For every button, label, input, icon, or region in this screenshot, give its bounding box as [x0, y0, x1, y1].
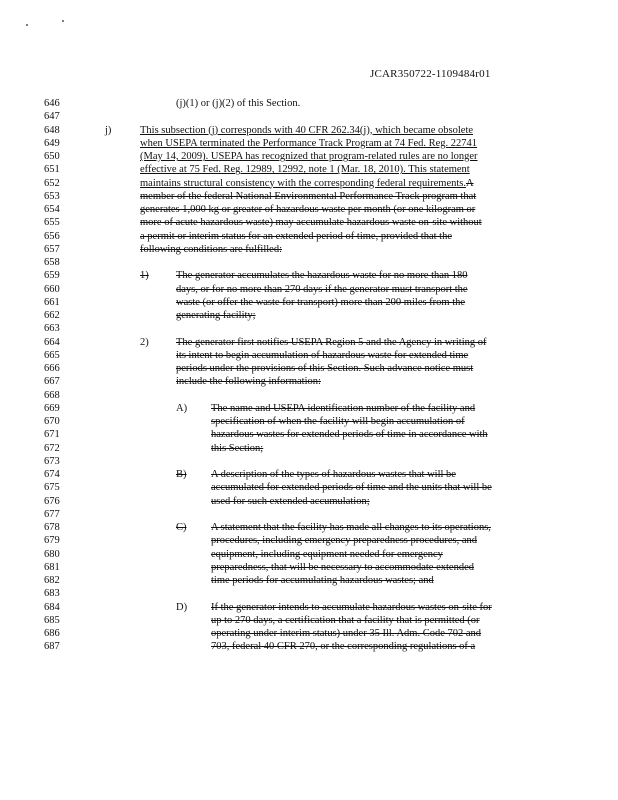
line-number: 659 — [44, 270, 60, 282]
line-number: 650 — [44, 151, 60, 162]
document-text-line — [211, 561, 474, 574]
line-number: 676 — [44, 495, 60, 507]
line-number: 684 — [44, 601, 60, 613]
document-text-line — [176, 336, 486, 349]
inserted-text: (May 14, 2009). USEPA has recognized that program-related rules are no longer — [140, 151, 478, 162]
line-number: 681 — [44, 561, 60, 573]
subsection-label-text: C) — [176, 522, 187, 533]
struck-text: equipment, including equipment needed for emergency — [211, 548, 443, 560]
struck-text: member of the federal National Environmental Performance Track program that — [140, 190, 477, 202]
struck-text: A description of the types of hazardous wastes that will be — [211, 469, 456, 480]
subsection-label-text: B) — [176, 469, 187, 480]
document-text-line — [176, 349, 468, 362]
document-text-line — [176, 296, 465, 309]
struck-text: up to 270 days, a certification that a facility that is permitted (or — [211, 614, 480, 626]
document-text-line — [140, 230, 452, 243]
subsection-label — [176, 521, 187, 534]
struck-text: following conditions are fulfilled: — [140, 243, 283, 255]
document-text-line — [176, 283, 468, 296]
inserted-text: maintains structural consistency with the corresponding federal requirements. — [140, 177, 466, 189]
scan-speck — [62, 20, 64, 22]
struck-text: used for such extended accumulation; — [211, 495, 370, 507]
document-text-line — [140, 203, 475, 216]
subsection-label — [176, 468, 187, 481]
scan-speck — [26, 24, 28, 26]
document-header-code: JCAR350722-1109484r01 — [370, 68, 491, 80]
document-text-line — [211, 601, 492, 614]
document-text-line — [211, 614, 480, 627]
struck-text: procedures, including emergency preparedness procedures, and — [211, 535, 477, 547]
line-number: 663 — [44, 323, 60, 335]
struck-text: days, or for no more than 270 days if the generator must transport the — [176, 283, 468, 295]
document-text-line — [211, 521, 491, 534]
line-number: 670 — [44, 416, 60, 427]
line-number: 682 — [44, 575, 60, 586]
line-number: 649 — [44, 137, 60, 149]
line-number: 656 — [44, 230, 60, 242]
line-number: 671 — [44, 429, 60, 441]
document-text-line — [176, 375, 321, 388]
line-number: 657 — [44, 243, 60, 255]
line-number: 658 — [44, 257, 60, 268]
document-text-line — [211, 428, 488, 441]
line-number: 652 — [44, 177, 60, 189]
line-number: 669 — [44, 402, 60, 414]
line-number: 667 — [44, 376, 60, 388]
struck-text: waste (or offer the waste for transport) more than 200 miles from the — [176, 296, 466, 308]
struck-text: A statement that the facility has made all changes to its operations, — [211, 522, 491, 533]
struck-text: preparedness, that will be necessary to accommodate extended — [211, 561, 474, 573]
line-number: 664 — [44, 336, 60, 348]
line-number: 646 — [44, 98, 60, 109]
struck-text: generates 1,000 kg or greater of hazardous waste per month (or one kilogram or — [140, 204, 476, 215]
document-text-line — [211, 640, 475, 653]
struck-text: a permit or interim status for an extended period of time, provided that the — [140, 230, 452, 242]
line-number: 661 — [44, 296, 60, 308]
line-number: 673 — [44, 455, 60, 467]
struck-text: hazardous wastes for extended periods of time in accordance with — [211, 429, 488, 441]
line-number: 679 — [44, 535, 60, 547]
subsection-label: A) — [176, 402, 188, 414]
line-number: 653 — [44, 190, 60, 202]
struck-text: more of acute hazardous waste) may accumulate hazardous waste on-site without — [140, 217, 482, 229]
line-number: 666 — [44, 363, 60, 374]
struck-text: include the following information: — [176, 376, 321, 388]
document-text-line — [140, 124, 473, 137]
subsection-label — [140, 269, 149, 282]
document-text-line — [211, 402, 475, 415]
struck-text: operating under interim status) under 35 Ill. Adm. Code 702 and — [211, 628, 482, 639]
document-text-line — [211, 627, 481, 640]
line-number: 674 — [44, 469, 60, 480]
subsection-label: j) — [105, 124, 112, 136]
inserted-text: This subsection (j) corresponds with 40 CFR 262.34(j), which became obsolete — [140, 124, 474, 136]
document-text-line — [176, 309, 256, 322]
document-text-line — [211, 442, 263, 455]
line-number: 685 — [44, 614, 60, 626]
struck-text: A — [465, 177, 474, 189]
struck-text: accumulated for extended periods of time and the units that will be — [211, 482, 492, 494]
document-text-line — [211, 415, 465, 428]
line-number: 680 — [44, 548, 60, 560]
document-text-line — [140, 177, 474, 190]
line-number: 683 — [44, 588, 60, 600]
struck-text: its intent to begin accumulation of hazardous waste for extended time — [176, 349, 469, 361]
document-text-line — [211, 574, 434, 587]
struck-text: periods under the provisions of this Section. Such advance notice must — [176, 363, 474, 374]
line-number: 672 — [44, 442, 60, 454]
struck-text: specification of when the facility will begin accumulation of — [211, 416, 465, 427]
document-text-line — [140, 163, 470, 176]
struck-text: this Section; — [211, 442, 264, 454]
document-text-line — [140, 216, 482, 229]
line-number: 662 — [44, 310, 60, 321]
line-number: 686 — [44, 628, 60, 639]
line-number: 648 — [44, 124, 60, 136]
document-text-line — [211, 481, 492, 494]
struck-text: generating facility; — [176, 310, 256, 321]
document-text-line — [140, 190, 476, 203]
document-text-line — [140, 243, 282, 256]
line-number: 655 — [44, 217, 60, 229]
document-text-line — [140, 137, 477, 150]
line-number: 668 — [44, 389, 60, 401]
line-number: 651 — [44, 164, 60, 176]
document-text-line — [176, 362, 473, 375]
document-text-line — [140, 150, 478, 163]
subsection-label: D) — [176, 601, 188, 613]
line-number: 678 — [44, 522, 60, 533]
document-text-line — [211, 534, 477, 547]
inserted-text: effective at 75 Fed. Reg. 12989, 12992, note 1 (Mar. 18, 2010). This statement — [140, 164, 470, 176]
subsection-label-text: 1) — [140, 270, 149, 282]
struck-text: time periods for accumulating hazardous wastes; and — [211, 575, 434, 586]
inserted-text: when USEPA terminated the Performance Track Program at 74 Fed. Reg. 22741 — [140, 137, 478, 149]
line-number: 675 — [44, 482, 60, 494]
document-text-line — [211, 495, 370, 508]
struck-text: 703, federal 40 CFR 270, or the corresponding regulations of a — [211, 641, 476, 653]
document-text-line — [211, 548, 443, 561]
line-number: 647 — [44, 111, 60, 123]
document-text-line: (j)(1) or (j)(2) of this Section. — [176, 98, 301, 109]
struck-text: The name and USEPA identification number of the facility and — [211, 402, 476, 414]
struck-text: If the generator intends to accumulate hazardous wastes on-site for — [211, 601, 492, 613]
document-text-line — [176, 269, 468, 282]
subsection-label: 2) — [140, 336, 149, 348]
struck-text: The generator accumulates the hazardous waste for no more than 180 — [176, 270, 468, 282]
document-text-line — [211, 468, 456, 481]
line-number: 665 — [44, 349, 60, 361]
line-number: 660 — [44, 283, 60, 295]
line-number: 654 — [44, 204, 60, 215]
line-number: 677 — [44, 508, 60, 520]
struck-text: The generator first notifies USEPA Region 5 and the Agency in writing of — [176, 336, 487, 348]
line-number: 687 — [44, 641, 60, 653]
